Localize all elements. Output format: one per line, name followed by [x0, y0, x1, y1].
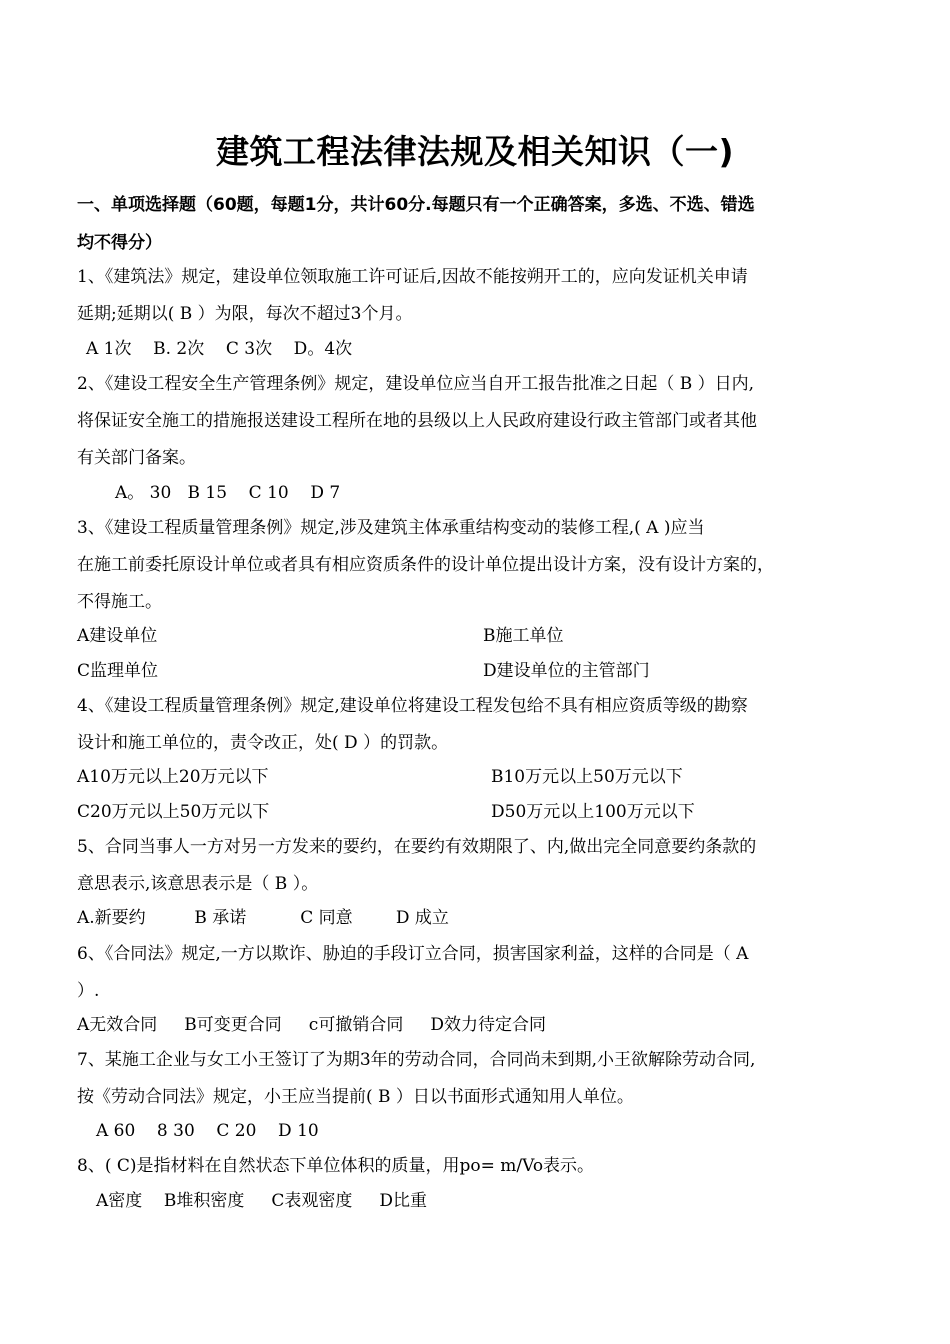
- question-3-line-1: 3、《建设工程质量管理条例》规定,涉及建筑主体承重结构变动的装修工程,( A )应当: [77, 518, 705, 538]
- question-3-option-a: A建设单位: [77, 626, 158, 646]
- question-4-option-c: C20万元以上50万元以下: [77, 802, 270, 822]
- question-6-options: A无效合同 B可变更合同 c可撤销合同 D效力待定合同: [77, 1015, 546, 1035]
- question-4-line-1: 4、《建设工程质量管理条例》规定,建设单位将建设工程发包给不具有相应资质等级的勘察: [77, 696, 748, 716]
- question-6-line-2: ）.: [77, 981, 100, 1001]
- question-3-line-2: 在施工前委托原设计单位或者具有相应资质条件的设计单位提出设计方案，没有设计方案的，: [77, 555, 774, 575]
- section-heading-line-2: 均不得分）: [77, 233, 162, 253]
- question-6-line-1: 6、《合同法》规定,一方以欺诈、胁迫的手段订立合同，损害国家利益，这样的合同是（ A: [77, 944, 749, 964]
- question-1-line-1: 1、《建筑法》规定，建设单位领取施工许可证后,因故不能按朔开工的，应向发证机关申请: [77, 267, 748, 287]
- question-5-options: A.新要约 B 承诺 C 同意 D 成立: [77, 908, 449, 928]
- question-5-line-1: 5、合同当事人一方对另一方发来的要约，在要约有效期限了、内,做出完全同意要约条款的: [77, 837, 757, 857]
- question-3-line-3: 不得施工。: [77, 592, 162, 612]
- question-4-line-2: 设计和施工单位的，责令改正，处( D ）的罚款。: [77, 733, 449, 753]
- question-3-option-c: C监理单位: [77, 661, 159, 681]
- section-heading-line-1: 一、单项选择题（60题，每题1分，共计60分.每题只有一个正确答案，多选、不选、错选: [77, 195, 755, 215]
- question-2-line-2: 将保证安全施工的措施报送建设工程所在地的县级以上人民政府建设行政主管部门或者其他: [77, 411, 757, 431]
- question-5-line-2: 意思表示,该意思表示是（ B ）。: [77, 874, 319, 894]
- page-title: 建筑工程法律法规及相关知识（一): [215, 132, 735, 171]
- question-1-options: A 1次 B. 2次 C 3次 D。4次: [86, 339, 353, 359]
- question-8-options: A密度 B堆积密度 C表观密度 D比重: [96, 1191, 428, 1211]
- question-8-line-1: 8、( C)是指材料在自然状态下单位体积的质量，用po= m/Vo表示。: [77, 1156, 595, 1176]
- question-2-line-3: 有关部门备案。: [77, 448, 196, 468]
- question-7-options: A 60 8 30 C 20 D 10: [96, 1121, 319, 1141]
- question-3-option-b: B施工单位: [483, 626, 564, 646]
- question-3-option-d: D建设单位的主管部门: [483, 661, 650, 681]
- question-4-option-a: A10万元以上20万元以下: [77, 767, 269, 787]
- question-7-line-1: 7、某施工企业与女工小王签订了为期3年的劳动合同，合同尚未到期,小王欲解除劳动合同,: [77, 1050, 756, 1070]
- question-4-option-d: D50万元以上100万元以下: [491, 802, 695, 822]
- question-4-option-b: B10万元以上50万元以下: [491, 767, 683, 787]
- question-7-line-2: 按《劳动合同法》规定，小王应当提前( B ）日以书面形式通知用人单位。: [77, 1087, 634, 1107]
- question-2-line-1: 2、《建设工程安全生产管理条例》规定，建设单位应当自开工报告批准之日起（ B ）日内,: [77, 374, 755, 394]
- question-1-line-2: 延期;延期以( B ）为限，每次不超过3个月。: [77, 304, 413, 324]
- question-2-options: A。 30 B 15 C 10 D 7: [115, 483, 341, 503]
